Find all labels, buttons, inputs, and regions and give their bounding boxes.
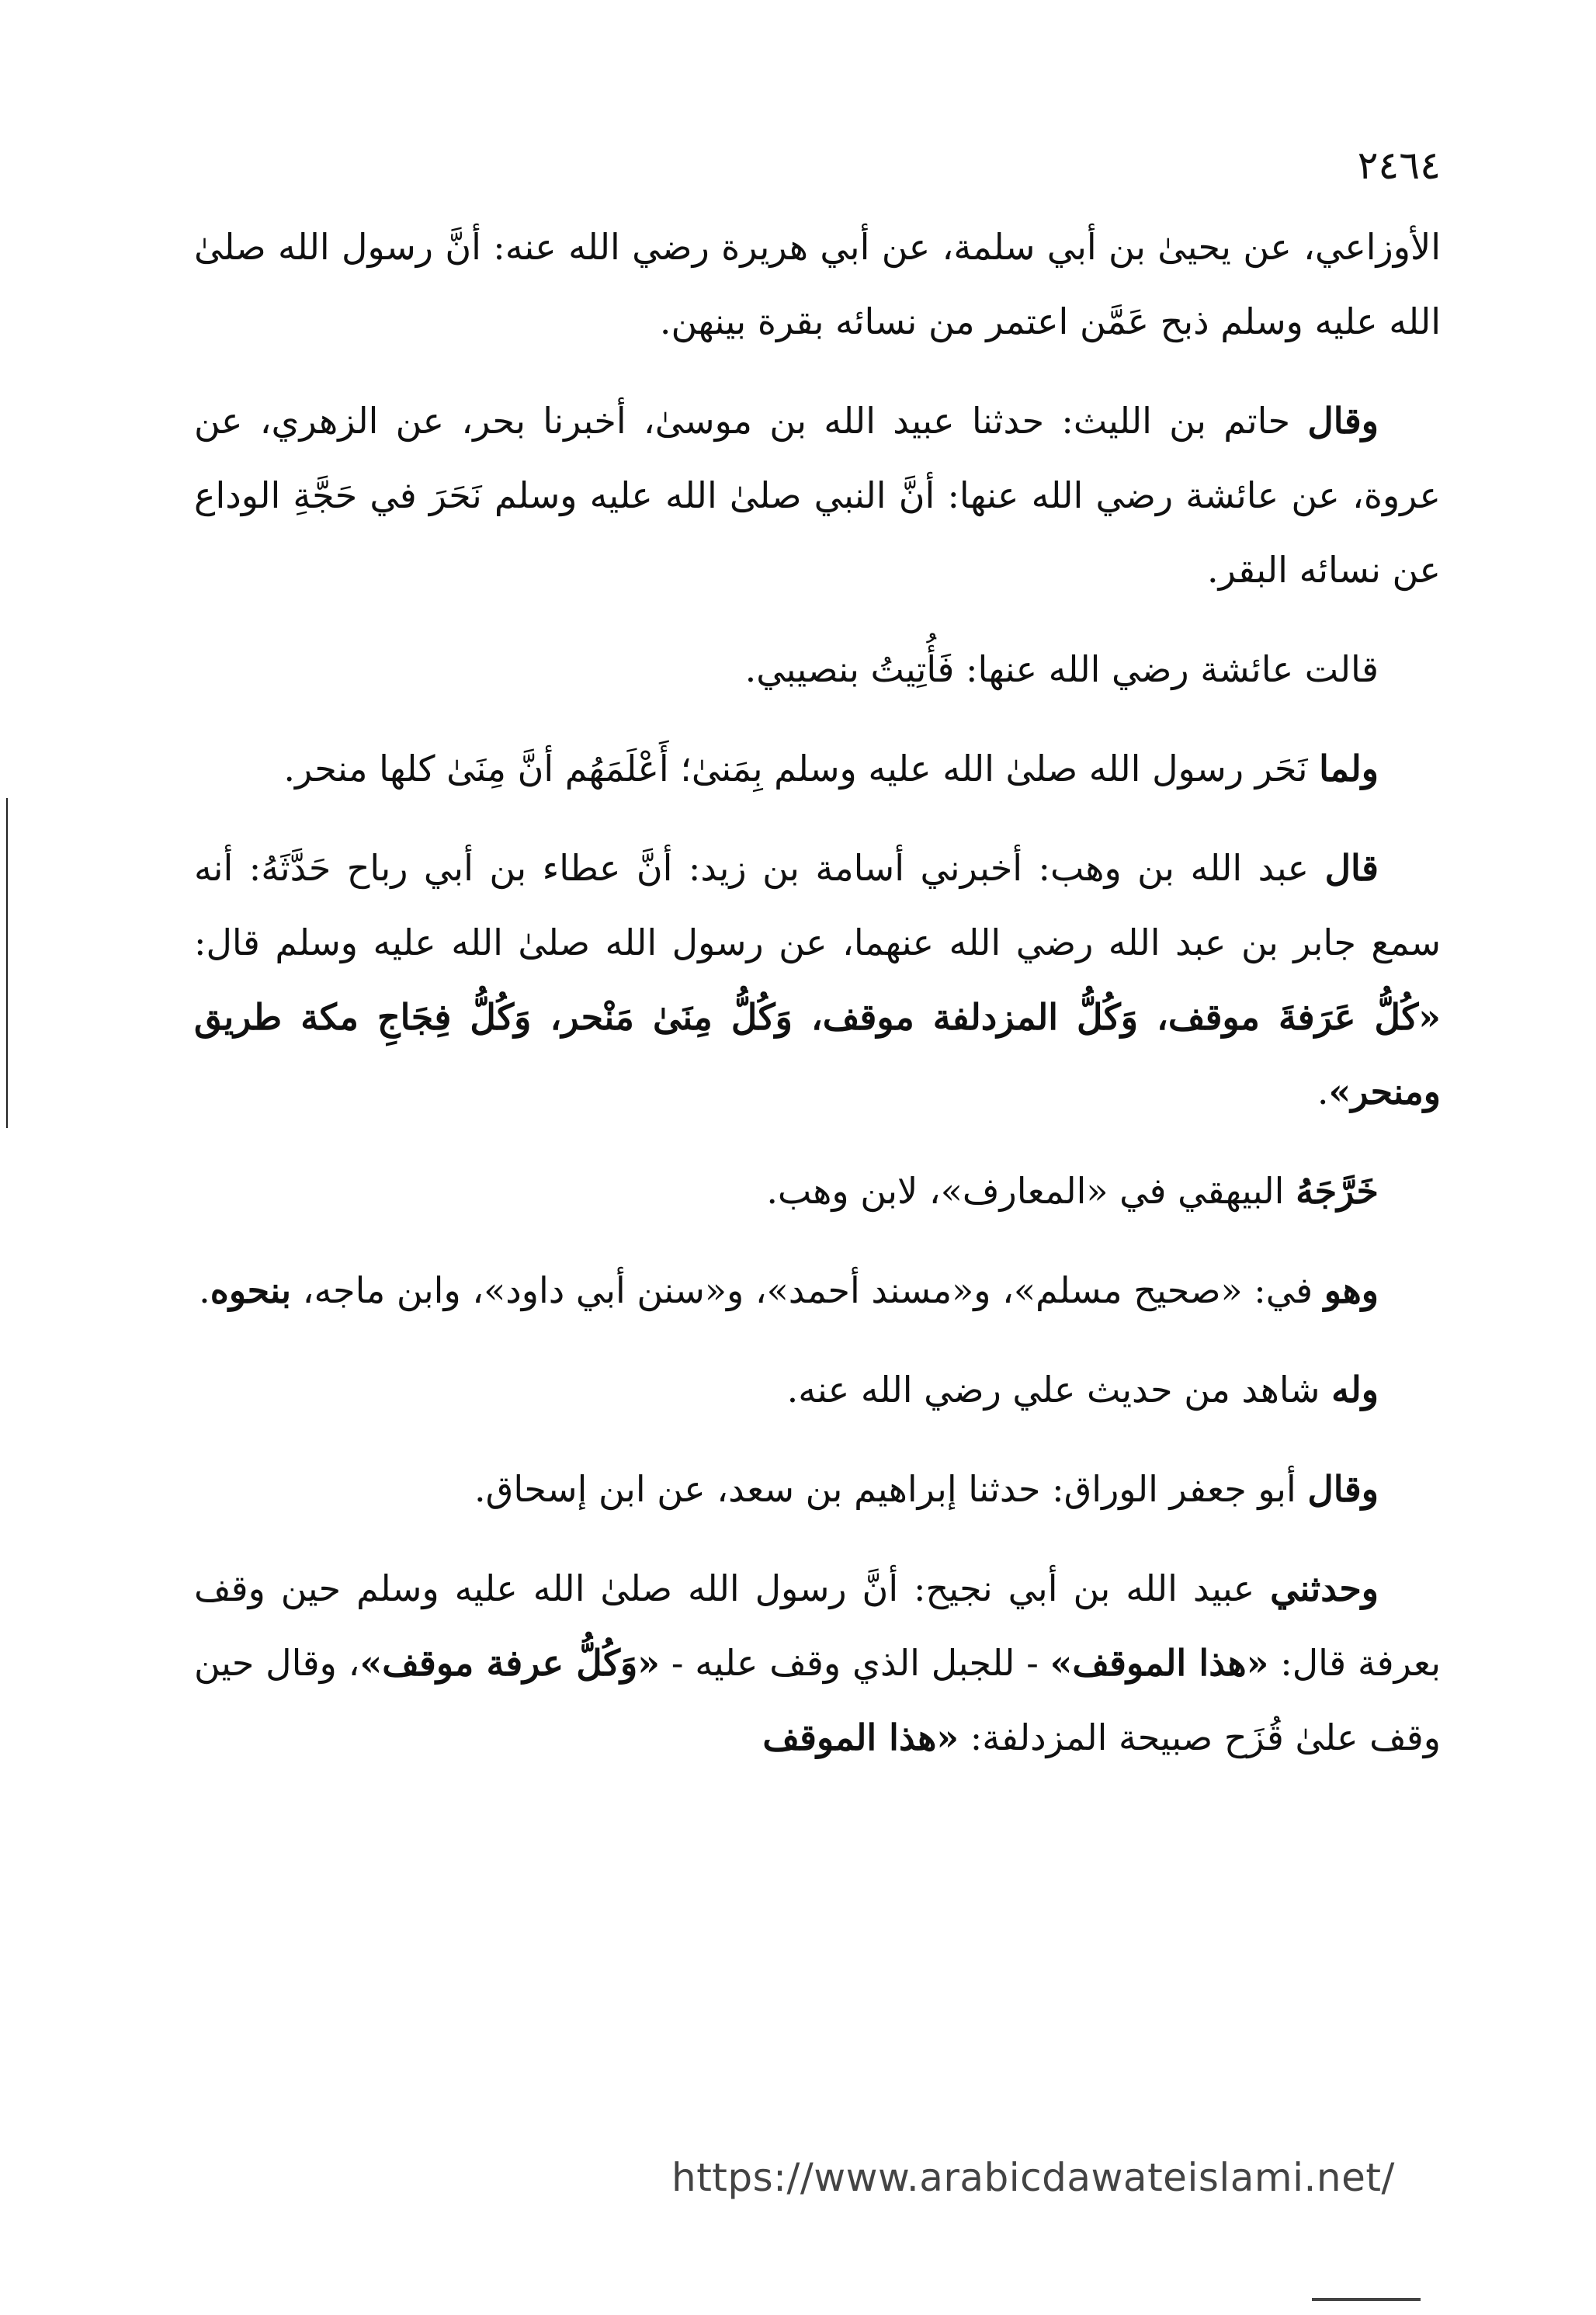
paragraph-tail: . [199, 1269, 210, 1311]
paragraph-tail: ، وقال حين وقف علىٰ قُزَح صبيحة المزدلفة: [194, 1642, 1441, 1758]
paragraph-text: عبيد الله بن أبي نجيح: أنَّ رسول الله صلىٰ الله عليه وسلم حين وقف بعرفة قال: [194, 1567, 1441, 1684]
paragraph-text: عبد الله بن وهب: أخبرني أسامة بن زيد: أنَّ عطاء بن أبي رباح حَدَّثَهُ: أنه سمع جابر بن عبد الله رضي الله عنهما، عن رسول الله صلىٰ الله عليه وسلم قال: [194, 847, 1441, 963]
paragraph-text: شاهد من حديث علي رضي الله عنه. [786, 1369, 1332, 1411]
paragraph-lead: ولما [1319, 748, 1379, 790]
hadith-quote: «هذا الموقف» [1050, 1642, 1269, 1684]
paragraph-lead: وقال [1307, 1468, 1379, 1510]
footer-rule [1312, 2298, 1421, 2301]
paragraph-text: أبو جعفر الوراق: حدثنا إبراهيم بن سعد، عن ابن إسحاق. [474, 1468, 1308, 1510]
paragraph-text: حاتم بن الليث: حدثنا عبيد الله بن موسىٰ، أخبرنا بحر، عن الزهري، عن عروة، عن عائشة رضي الله عنها: أنَّ النبي صلىٰ الله عليه وسلم نَحَرَ في حَجَّةِ الوداع عن نسائه البقر. [194, 400, 1441, 591]
emphasis: بنحوه [210, 1269, 291, 1311]
paragraph-lead: قال [1324, 847, 1379, 889]
paragraph-lead: وحدثني [1270, 1567, 1379, 1609]
hadith-quote: «كُلُّ عَرَفةَ موقف، وَكُلُّ المزدلفة موقف، وَكُلُّ مِنَىٰ مَنْحر، وَكُلُّ فِجَاجِ مكة طريق ومنحر» [194, 996, 1441, 1112]
paragraph-lead: وقال [1307, 400, 1379, 442]
paragraph-lead: وهو [1324, 1269, 1379, 1311]
paragraph-6 [194, 1154, 1441, 1228]
paragraph-lead: وله [1331, 1369, 1379, 1411]
paragraph-text: قالت عائشة رضي الله عنها: فَأُتِيتُ بنصيبي. [744, 648, 1379, 690]
paragraph-tail: . [1317, 1071, 1329, 1112]
hadith-quote: «وَكُلُّ عرفة موقف» [359, 1642, 660, 1684]
paragraph-3 [194, 632, 1441, 706]
paragraph-10 [194, 1551, 1441, 1775]
paragraph-text: في: «صحيح مسلم»، و«مسند أحمد»، و«سنن أبي داود»، وابن ماجه، [291, 1269, 1324, 1311]
paragraph-tail: - للجبل الذي وقف عليه - [659, 1642, 1050, 1684]
body-text [194, 210, 1441, 1800]
watermark-url: https://www.arabicdawateislami.net/ [671, 2155, 1395, 2200]
paragraph-9 [194, 1452, 1441, 1526]
margin-line [6, 798, 8, 1128]
paragraph-2 [194, 384, 1441, 607]
paragraph-lead: خَرَّجَهُ [1296, 1170, 1379, 1212]
hadith-quote: «هذا الموقف [762, 1716, 959, 1758]
page-number: ٢٤٦٤ [1357, 143, 1441, 188]
paragraph-text: الأوزاعي، عن يحيىٰ بن أبي سلمة، عن أبي هريرة رضي الله عنه: أنَّ رسول الله صلىٰ الله عليه وسلم ذبح عَمَّن اعتمر من نسائه بقرة بينهن. [194, 226, 1442, 342]
paragraph-7 [194, 1253, 1441, 1328]
paragraph-4 [194, 731, 1441, 806]
paragraph-5 [194, 831, 1441, 1129]
paragraph-text: البيهقي في «المعارف»، لابن وهب. [766, 1170, 1296, 1212]
paragraph-text: نَحَر رسول الله صلىٰ الله عليه وسلم بِمَنىٰ؛ أَعْلَمَهُم أنَّ مِنَىٰ كلها منحر. [283, 748, 1320, 790]
paragraph-8 [194, 1352, 1441, 1427]
paragraph-1 [194, 210, 1441, 359]
